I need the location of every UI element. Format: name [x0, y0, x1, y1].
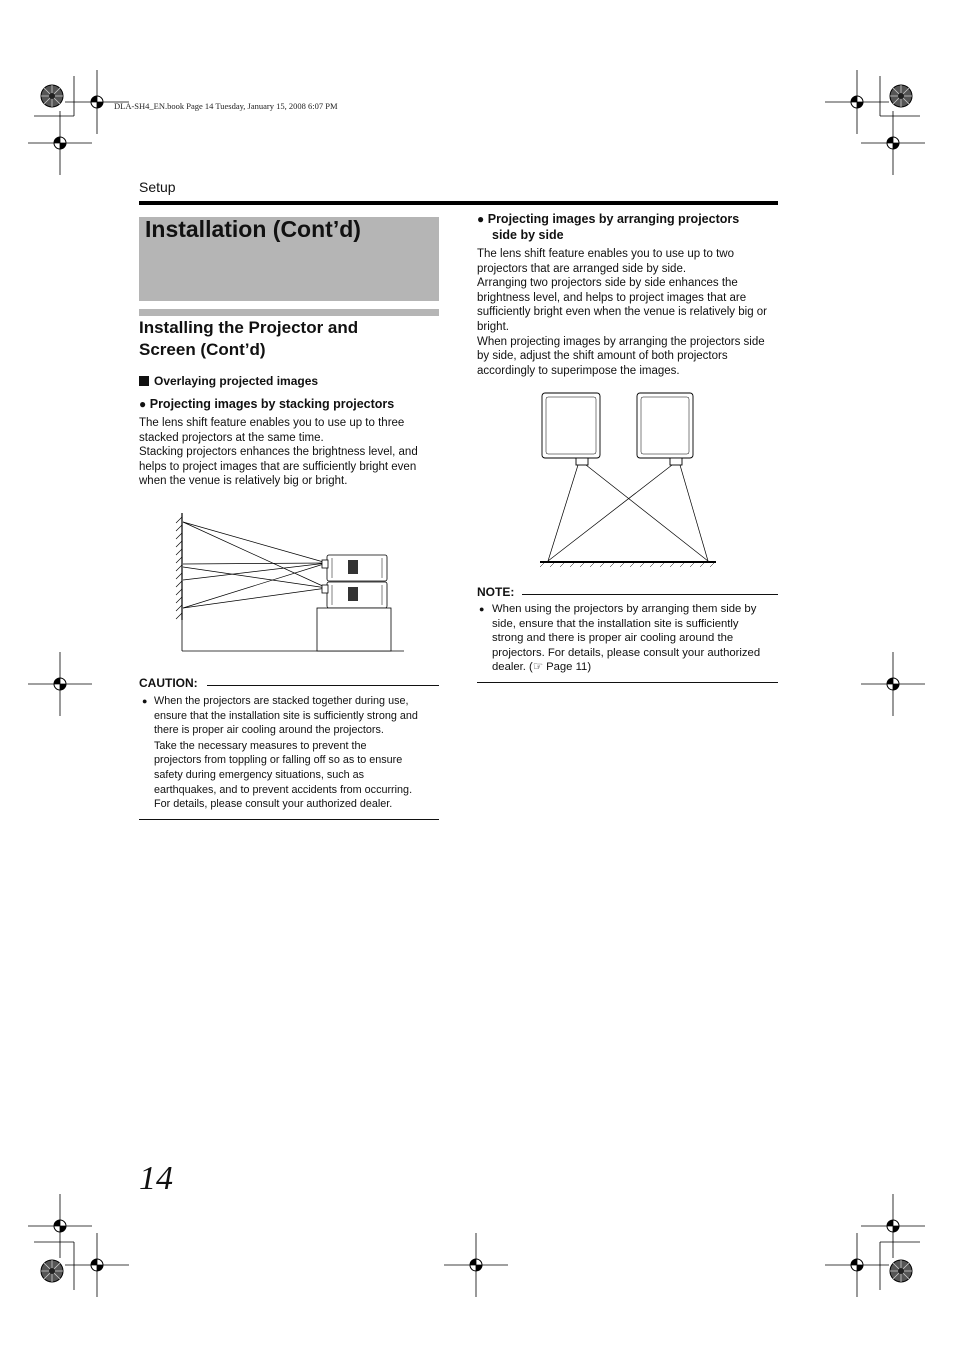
subsection-title-line2: Screen (Cont’d): [139, 340, 266, 359]
side-by-side-body-line: brightness level, and helps to project images that are: [477, 291, 747, 304]
bullet-icon: ●: [142, 696, 148, 706]
caution-bottom-rule: [139, 819, 439, 820]
note-line: side, ensure that the installation site is sufficiently: [492, 617, 739, 630]
square-bullet-icon: [139, 376, 149, 386]
caution-line: earthquakes, and to prevent accidents from occurring.: [154, 783, 413, 796]
caution-line: projectors from toppling or falling off so as to ensure: [154, 754, 403, 767]
stacking-body: [139, 416, 439, 489]
page-title: Installation (Cont’d): [145, 216, 361, 242]
top-rule: [139, 201, 778, 205]
side-by-side-body: [477, 247, 782, 378]
side-by-side-body-line: accordingly to superimpose the images.: [477, 364, 680, 377]
side-by-side-body-line: When projecting images by arranging the projectors side: [477, 335, 765, 348]
stacking-body-line: helps to project images that are sufficiently bright even: [139, 460, 417, 473]
side-by-side-body-line: Arranging two projectors side by side enhances the: [477, 277, 738, 290]
stacked-projectors-diagram: [172, 505, 412, 655]
bullet-icon: ●: [479, 604, 485, 614]
file-info: DLA-SH4_EN.book Page 14 Tuesday, January 15, 2008 6:07 PM: [114, 101, 338, 111]
caution-line: ensure that the installation site is sufficiently strong and: [154, 709, 418, 722]
caution-body: [142, 694, 444, 812]
note-label: NOTE:: [477, 585, 515, 599]
side-by-side-projectors-diagram: [530, 388, 730, 568]
side-by-side-heading: [477, 211, 777, 243]
side-by-side-heading-line2: side by side: [492, 228, 564, 242]
stacking-heading-text: Projecting images by stacking projectors: [149, 397, 395, 411]
side-by-side-body-line: The lens shift feature enables you to use up to two: [477, 248, 734, 260]
side-by-side-body-line: by side, adjust the shift amount of both projectors: [477, 350, 728, 363]
note-body: [479, 602, 782, 675]
note-line: dealer. (☞ Page 11): [492, 661, 592, 674]
note-line: projectors. For details, please consult your authorized: [492, 646, 761, 659]
stacking-body-line: The lens shift feature enables you to use up to three: [139, 417, 405, 429]
subsection-title: [139, 317, 439, 361]
caution-line: When the projectors are stacked together during use,: [154, 695, 409, 707]
subheading-bar: [139, 309, 439, 316]
caution-line: For details, please consult your authorized dealer.: [154, 798, 393, 811]
section-label: Setup: [139, 179, 176, 195]
note-line: strong and there is proper air cooling around the: [492, 632, 734, 645]
side-by-side-body-line: projectors that are arranged side by side.: [477, 262, 687, 275]
stacking-body-line: Stacking projectors enhances the brightness level, and: [139, 446, 418, 459]
stacking-heading: [139, 396, 394, 412]
circle-bullet-icon: ●: [139, 397, 147, 411]
page-number: 14: [139, 1160, 173, 1197]
side-by-side-body-line: sufficiently bright even when the venue is relatively big or: [477, 306, 768, 319]
caution-rule: [207, 685, 439, 686]
subsection-title-line1: Installing the Projector and: [139, 318, 359, 337]
caution-line: there is proper air cooling around the projectors.: [154, 724, 384, 737]
note-bottom-rule: [477, 682, 778, 683]
side-by-side-body-line: bright.: [477, 320, 509, 333]
caution-line: safety during emergency situations, such as: [154, 768, 365, 781]
caution-label: CAUTION:: [139, 676, 198, 690]
overlaying-heading: [139, 374, 318, 388]
caution-line: Take the necessary measures to prevent the: [154, 739, 367, 752]
side-by-side-heading-line1: Projecting images by arranging projectors: [487, 212, 740, 226]
note-line: When using the projectors by arranging them side by: [492, 603, 757, 615]
stacking-body-line: stacked projectors at the same time.: [139, 431, 324, 444]
circle-bullet-icon: ●: [477, 212, 485, 226]
note-rule: [522, 594, 778, 595]
stacking-body-line: when the venue is relatively big or bright.: [139, 475, 348, 488]
overlaying-heading-text: Overlaying projected images: [154, 374, 319, 388]
